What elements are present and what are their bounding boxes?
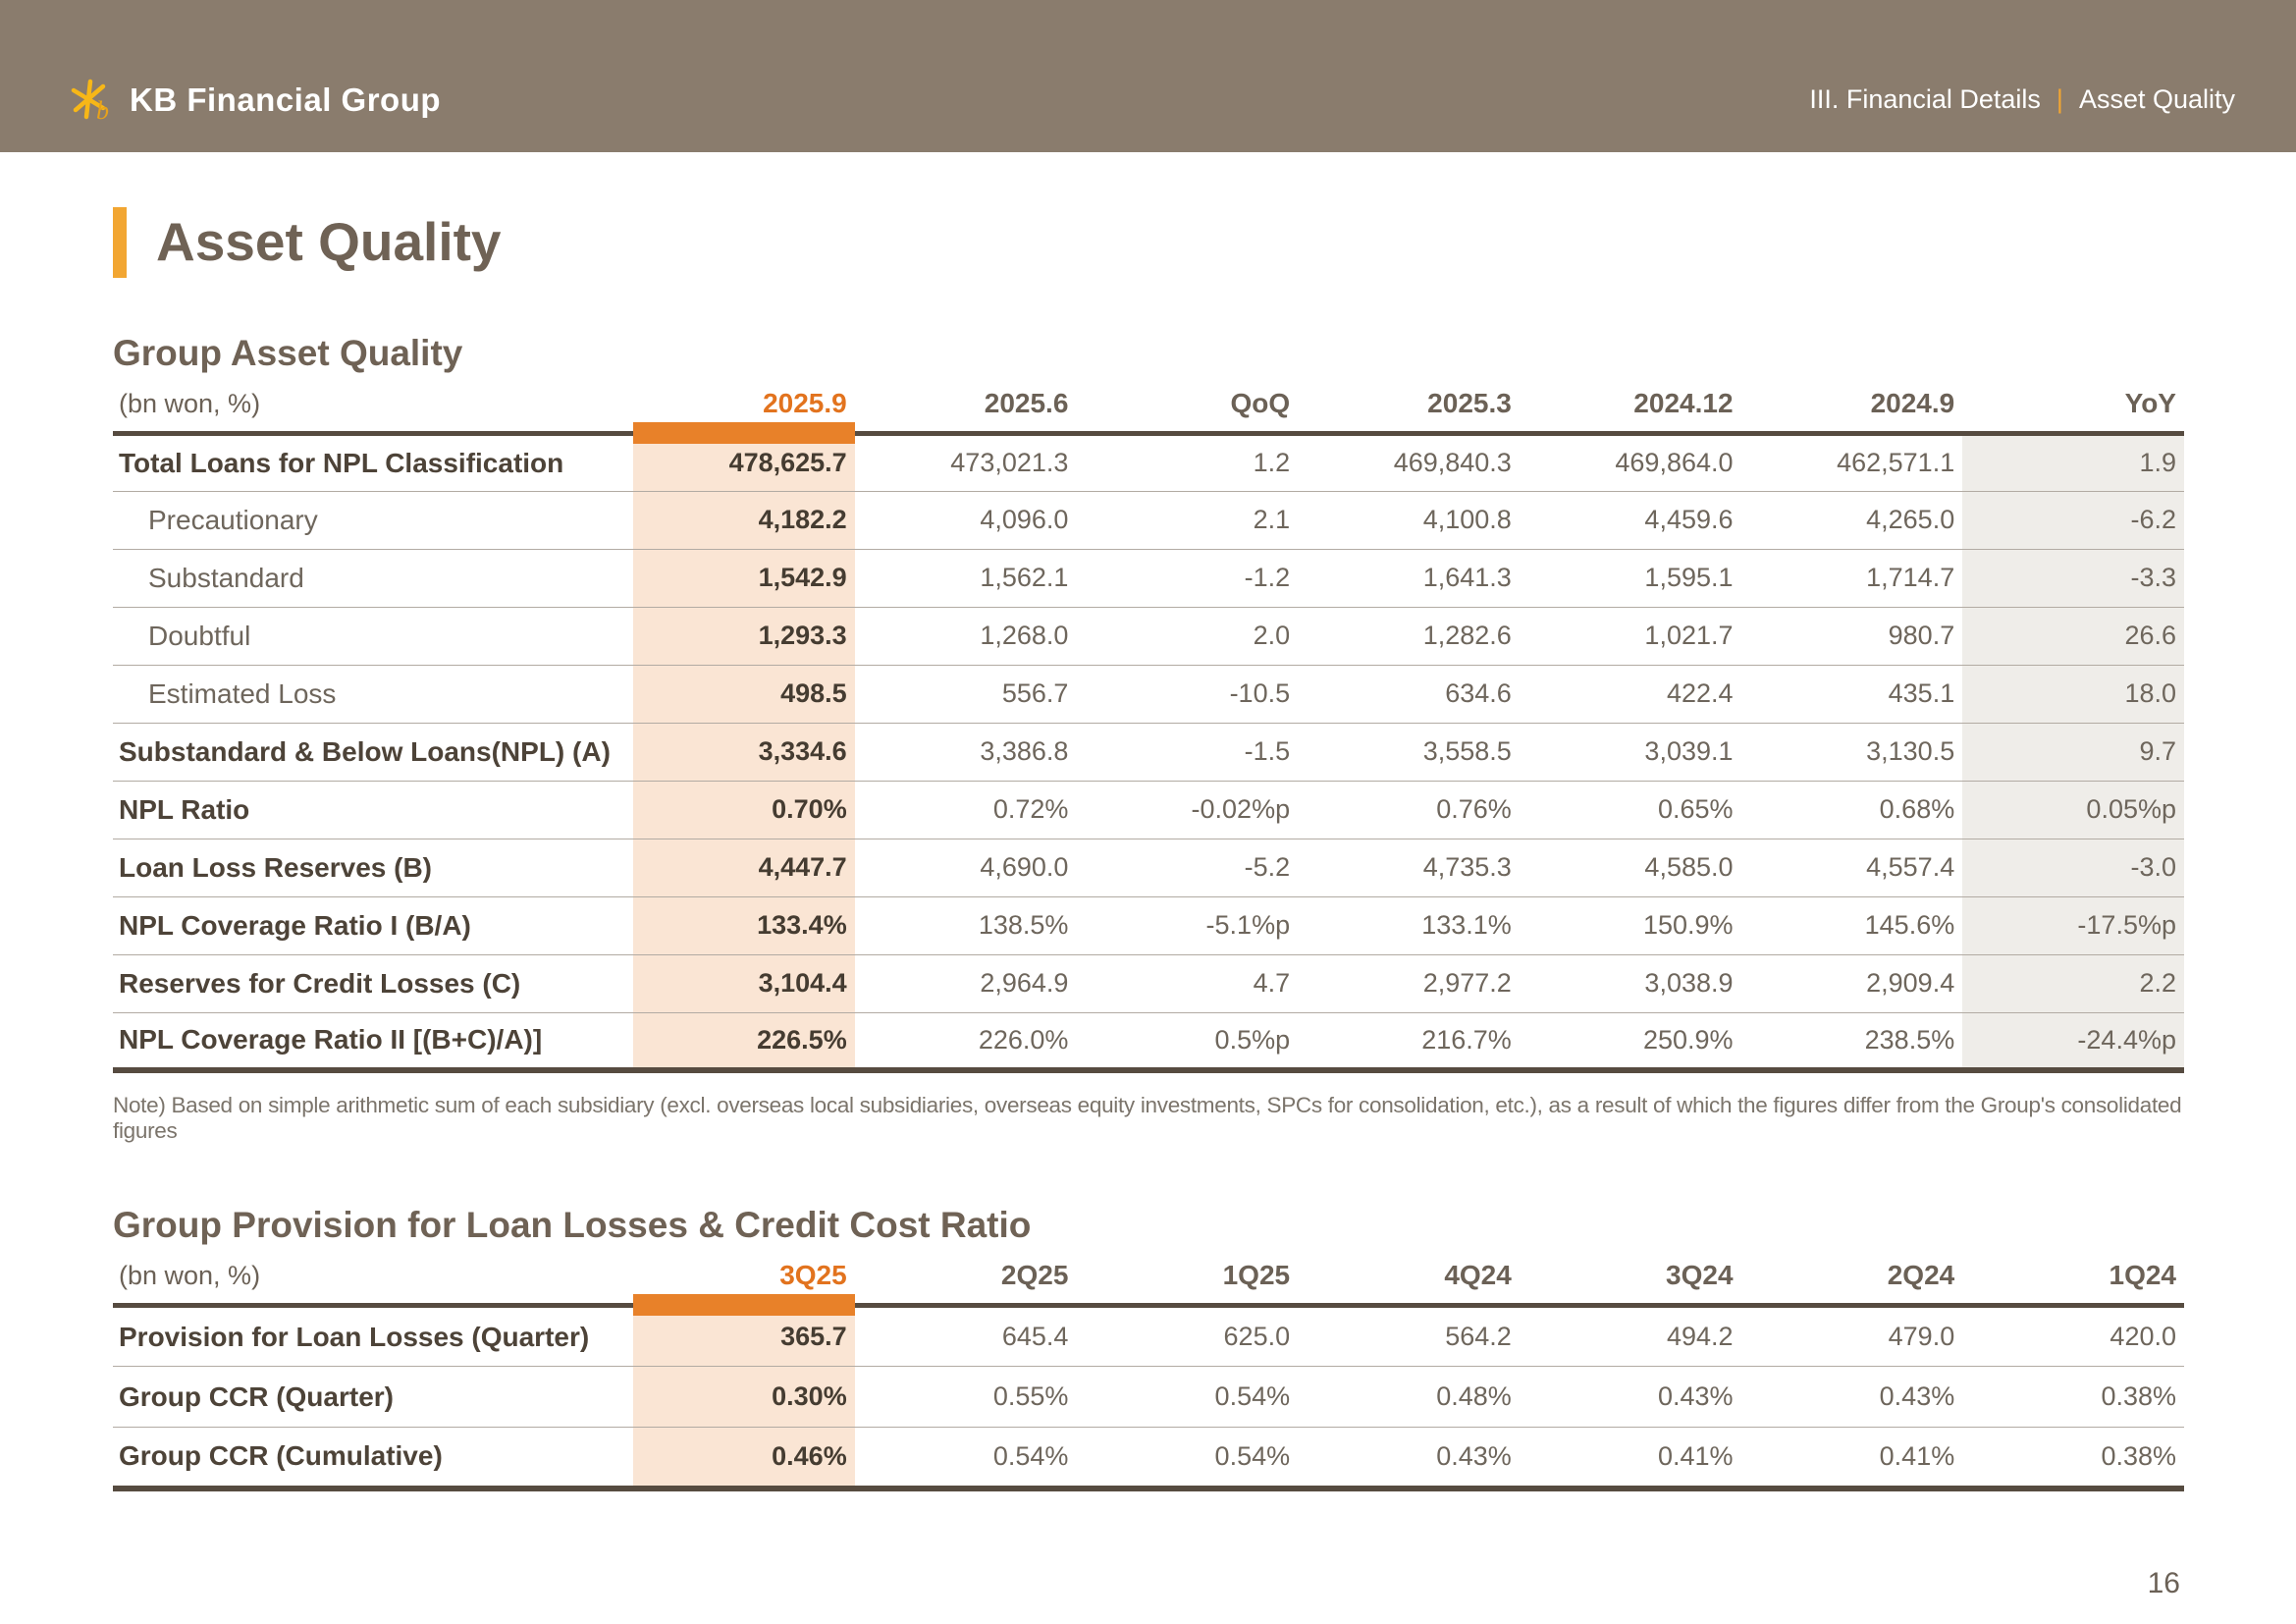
- column-header-3q25: 3Q25: [633, 1260, 855, 1306]
- column-header-2024-9: 2024.9: [1741, 388, 1963, 434]
- breadcrumb: [1809, 84, 2235, 115]
- cell: 422.4: [1520, 665, 1741, 723]
- cell: 4,690.0: [855, 839, 1077, 896]
- cell: 0.65%: [1520, 781, 1741, 839]
- column-header-2024-12: 2024.12: [1520, 388, 1741, 434]
- cell: 645.4: [855, 1306, 1077, 1367]
- cell: 1,714.7: [1741, 549, 1963, 607]
- cell: -5.1%p: [1076, 896, 1298, 954]
- cell: 0.76%: [1298, 781, 1520, 839]
- cell: 18.0: [1962, 665, 2184, 723]
- cell: -17.5%p: [1962, 896, 2184, 954]
- unit-label: (bn won, %): [113, 1260, 633, 1306]
- table-row: [113, 1306, 2184, 1367]
- table-row: [113, 491, 2184, 549]
- cell: 1,293.3: [633, 607, 855, 665]
- table-row: [113, 1428, 2184, 1489]
- unit-label: (bn won, %): [113, 388, 633, 434]
- cell: 4,557.4: [1741, 839, 1963, 896]
- cell: -0.02%p: [1076, 781, 1298, 839]
- cell: 2,964.9: [855, 954, 1077, 1012]
- logo-text: KB Financial Group: [130, 81, 442, 118]
- cell: 2.1: [1076, 491, 1298, 549]
- svg-text:b: b: [96, 95, 109, 123]
- cell: 3,104.4: [633, 954, 855, 1012]
- slide-content: [0, 207, 2296, 1491]
- cell: 3,386.8: [855, 723, 1077, 781]
- section-title-group-asset-quality: Group Asset Quality: [113, 332, 463, 373]
- cell: 226.5%: [633, 1012, 855, 1070]
- cell: 2.0: [1076, 607, 1298, 665]
- cell: 0.43%: [1520, 1367, 1741, 1428]
- cell: 26.6: [1962, 607, 2184, 665]
- table-row: [113, 549, 2184, 607]
- cell: 420.0: [1962, 1306, 2184, 1367]
- cell: 1,641.3: [1298, 549, 1520, 607]
- table-row: [113, 954, 2184, 1012]
- cell: 0.38%: [1962, 1428, 2184, 1489]
- cell: 0.5%p: [1076, 1012, 1298, 1070]
- table-note: Note) Based on simple arithmetic sum of each subsidiary (excl. overseas local subsidiaries, overseas equity investments, SPCs for consolidation, etc.), as a result of which the figures differ from the Group's consolidated figures: [113, 1093, 2182, 1143]
- cell: 0.41%: [1520, 1428, 1741, 1489]
- cell: 1,268.0: [855, 607, 1077, 665]
- cell: 0.30%: [633, 1367, 855, 1428]
- column-header-4q24: 4Q24: [1298, 1260, 1520, 1306]
- row-label: NPL Ratio: [113, 781, 633, 839]
- provision-credit-cost-table: [113, 1260, 2184, 1491]
- cell: 0.05%p: [1962, 781, 2184, 839]
- cell: 3,038.9: [1520, 954, 1741, 1012]
- kb-logo-star-icon: [71, 78, 116, 123]
- column-header-2025-3: 2025.3: [1298, 388, 1520, 434]
- cell: 473,021.3: [855, 433, 1077, 491]
- table-row: [113, 839, 2184, 896]
- cell: 479.0: [1741, 1306, 1963, 1367]
- cell: 556.7: [855, 665, 1077, 723]
- cell: 3,334.6: [633, 723, 855, 781]
- cell: 469,864.0: [1520, 433, 1741, 491]
- cell: -1.2: [1076, 549, 1298, 607]
- column-header-yoy: YoY: [1962, 388, 2184, 434]
- cell: 469,840.3: [1298, 433, 1520, 491]
- cell: 980.7: [1741, 607, 1963, 665]
- cell: 3,558.5: [1298, 723, 1520, 781]
- cell: 0.41%: [1741, 1428, 1963, 1489]
- cell: 250.9%: [1520, 1012, 1741, 1070]
- row-label: Reserves for Credit Losses (C): [113, 954, 633, 1012]
- cell: 498.5: [633, 665, 855, 723]
- cell: 216.7%: [1298, 1012, 1520, 1070]
- row-label: Estimated Loss: [113, 665, 633, 723]
- row-label: Total Loans for NPL Classification: [113, 433, 633, 491]
- breadcrumb-section: III. Financial Details: [1809, 84, 2041, 114]
- cell: 462,571.1: [1741, 433, 1963, 491]
- page-number: 16: [2147, 1567, 2180, 1599]
- title-accent-bar: [113, 207, 127, 278]
- cell: 0.55%: [855, 1367, 1077, 1428]
- cell: -10.5: [1076, 665, 1298, 723]
- cell: 3,039.1: [1520, 723, 1741, 781]
- table-row: [113, 1012, 2184, 1070]
- table-row: [113, 433, 2184, 491]
- row-label: Precautionary: [113, 491, 633, 549]
- cell: 9.7: [1962, 723, 2184, 781]
- breadcrumb-separator: |: [2056, 84, 2063, 114]
- cell: 3,130.5: [1741, 723, 1963, 781]
- table-row: [113, 1367, 2184, 1428]
- page-title-block: [113, 207, 2184, 278]
- cell: 625.0: [1076, 1306, 1298, 1367]
- cell: 0.54%: [1076, 1428, 1298, 1489]
- cell: 4,096.0: [855, 491, 1077, 549]
- column-header-1q24: 1Q24: [1962, 1260, 2184, 1306]
- column-header-2q24: 2Q24: [1741, 1260, 1963, 1306]
- cell: 2,977.2: [1298, 954, 1520, 1012]
- cell: 4,459.6: [1520, 491, 1741, 549]
- kb-logo: [71, 78, 441, 123]
- cell: 4,182.2: [633, 491, 855, 549]
- table-row: [113, 607, 2184, 665]
- cell: 1,595.1: [1520, 549, 1741, 607]
- section-title-provision: Group Provision for Loan Losses & Credit Cost Ratio: [113, 1205, 1032, 1245]
- cell: -3.3: [1962, 549, 2184, 607]
- column-header-qoq: QoQ: [1076, 388, 1298, 434]
- cell: 0.54%: [1076, 1367, 1298, 1428]
- cell: 0.46%: [633, 1428, 855, 1489]
- column-header-3q24: 3Q24: [1520, 1260, 1741, 1306]
- cell: 0.43%: [1298, 1428, 1520, 1489]
- cell: 1,282.6: [1298, 607, 1520, 665]
- cell: 1.2: [1076, 433, 1298, 491]
- cell: 0.38%: [1962, 1367, 2184, 1428]
- table-row: [113, 781, 2184, 839]
- cell: 1.9: [1962, 433, 2184, 491]
- table-row: [113, 896, 2184, 954]
- cell: -3.0: [1962, 839, 2184, 896]
- page-title: Asset Quality: [156, 211, 502, 272]
- cell: 0.70%: [633, 781, 855, 839]
- cell: 478,625.7: [633, 433, 855, 491]
- column-header-1q25: 1Q25: [1076, 1260, 1298, 1306]
- column-header-2025-9: 2025.9: [633, 388, 855, 434]
- cell: -5.2: [1076, 839, 1298, 896]
- cell: 0.48%: [1298, 1367, 1520, 1428]
- column-header-2025-6: 2025.6: [855, 388, 1077, 434]
- cell: 1,021.7: [1520, 607, 1741, 665]
- cell: 0.54%: [855, 1428, 1077, 1489]
- cell: 1,562.1: [855, 549, 1077, 607]
- cell: 145.6%: [1741, 896, 1963, 954]
- cell: 2,909.4: [1741, 954, 1963, 1012]
- row-label: NPL Coverage Ratio I (B/A): [113, 896, 633, 954]
- cell: 4,735.3: [1298, 839, 1520, 896]
- row-label: Group CCR (Cumulative): [113, 1428, 633, 1489]
- cell: 0.68%: [1741, 781, 1963, 839]
- cell: 4,265.0: [1741, 491, 1963, 549]
- table-row: [113, 723, 2184, 781]
- row-label: Loan Loss Reserves (B): [113, 839, 633, 896]
- cell: 1,542.9: [633, 549, 855, 607]
- cell: 365.7: [633, 1306, 855, 1367]
- row-label: NPL Coverage Ratio II [(B+C)/A)]: [113, 1012, 633, 1070]
- cell: 435.1: [1741, 665, 1963, 723]
- breadcrumb-page: Asset Quality: [2078, 84, 2235, 114]
- cell: 564.2: [1298, 1306, 1520, 1367]
- cell: 4.7: [1076, 954, 1298, 1012]
- cell: 2.2: [1962, 954, 2184, 1012]
- cell: 0.43%: [1741, 1367, 1963, 1428]
- cell: 634.6: [1298, 665, 1520, 723]
- cell: -24.4%p: [1962, 1012, 2184, 1070]
- cell: 226.0%: [855, 1012, 1077, 1070]
- row-label: Substandard & Below Loans(NPL) (A): [113, 723, 633, 781]
- cell: 133.1%: [1298, 896, 1520, 954]
- row-label: Provision for Loan Losses (Quarter): [113, 1306, 633, 1367]
- cell: 4,447.7: [633, 839, 855, 896]
- cell: 4,100.8: [1298, 491, 1520, 549]
- row-label: Substandard: [113, 549, 633, 607]
- row-label: Group CCR (Quarter): [113, 1367, 633, 1428]
- cell: 150.9%: [1520, 896, 1741, 954]
- row-label: Doubtful: [113, 607, 633, 665]
- cell: -1.5: [1076, 723, 1298, 781]
- group-asset-quality-table: [113, 388, 2184, 1074]
- top-bar: [0, 0, 2296, 152]
- cell: 494.2: [1520, 1306, 1741, 1367]
- cell: 0.72%: [855, 781, 1077, 839]
- cell: 4,585.0: [1520, 839, 1741, 896]
- table-row: [113, 665, 2184, 723]
- cell: 133.4%: [633, 896, 855, 954]
- cell: 238.5%: [1741, 1012, 1963, 1070]
- cell: -6.2: [1962, 491, 2184, 549]
- cell: 138.5%: [855, 896, 1077, 954]
- column-header-2q25: 2Q25: [855, 1260, 1077, 1306]
